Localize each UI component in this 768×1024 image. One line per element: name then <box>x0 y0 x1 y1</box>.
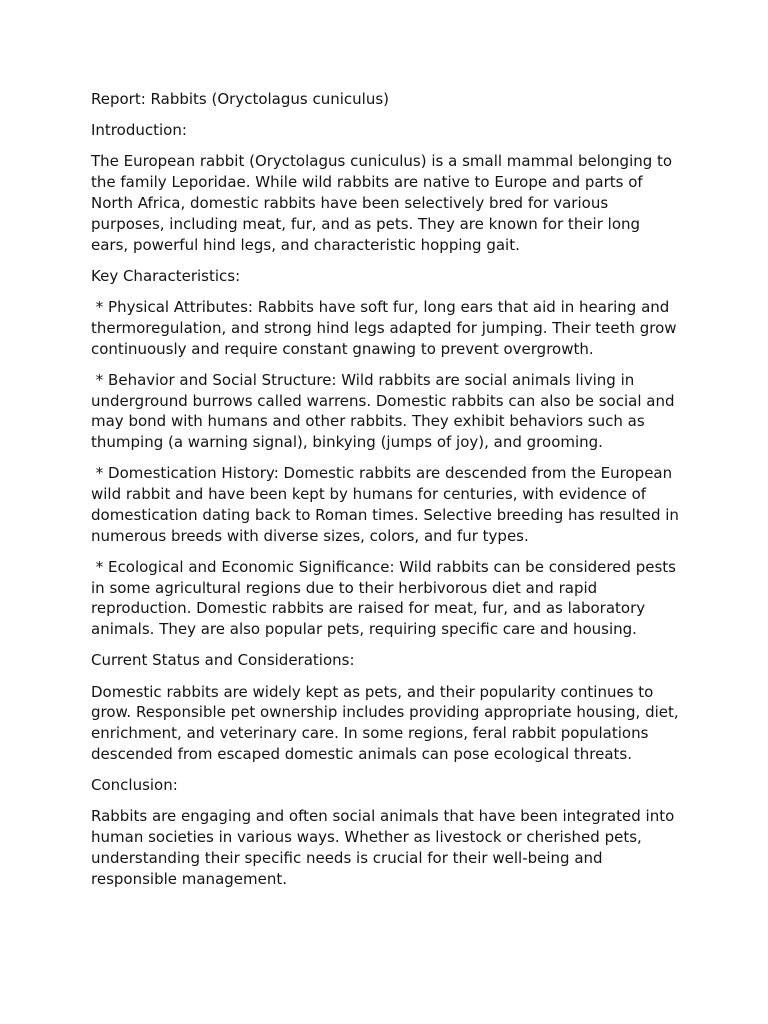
characteristic-behavior-social: * Behavior and Social Structure: Wild rabbits are social animals living in underground burrows called warrens. Domestic rabbits can also be social and may bond with humans and other rabbits. They exhibit behaviors such as thumping (a warning signal), binkying (jumps of joy), and grooming. <box>91 370 680 452</box>
characteristics-heading: Key Characteristics: <box>91 266 241 285</box>
status-paragraph: Domestic rabbits are widely kept as pets, and their popularity continues to grow. Responsible pet ownership includes providing appropriate housing, diet, enrichment, and veterinary care. In some regions, feral rabbit populations descended from escaped domestic animals can pose ecological threats. <box>91 682 684 764</box>
characteristic-ecological-economic: * Ecological and Economic Significance: Wild rabbits can be considered pests in some agricultural regions due to their herbivorous diet and rapid reproduction. Domestic rabbits are raised for meat, fur, and as laboratory animals. They are also popular pets, requiring specific care and housing. <box>91 557 681 639</box>
characteristic-domestication-history: * Domestication History: Domestic rabbits are descended from the European wild rabbit and have been kept by humans for centuries, with evidence of domestication dating back to Roman times. Selective breeding has resulted in numerous breeds with diverse sizes, colors, and fur types. <box>91 464 684 545</box>
intro-heading: Introduction: <box>91 121 187 140</box>
conclusion-paragraph: Rabbits are engaging and often social animals that have been integrated into human societies in various ways. Whether as livestock or cherished pets, understanding their specific needs is crucial for their well-being and responsible management. <box>91 807 680 888</box>
characteristic-physical-attributes: * Physical Attributes: Rabbits have soft fur, long ears that aid in hearing and thermoregulation, and strong hind legs adapted for jumping. Their teeth grow continuously and require constant gnawing to prevent overgrowth. <box>91 297 682 358</box>
status-heading: Current Status and Considerations: <box>91 651 355 670</box>
intro-paragraph: The European rabbit (Oryctolagus cuniculus) is a small mammal belonging to the family Leporidae. While wild rabbits are native to Europe and parts of North Africa, domestic rabbits have been selectively bred for various purposes, including meat, fur, and as pets. They are known for their long ears, powerful hind legs, and characteristic hopping gait. <box>91 152 677 254</box>
conclusion-heading: Conclusion: <box>91 776 178 795</box>
report-title: Report: Rabbits (Oryctolagus cuniculus) <box>91 90 390 108</box>
